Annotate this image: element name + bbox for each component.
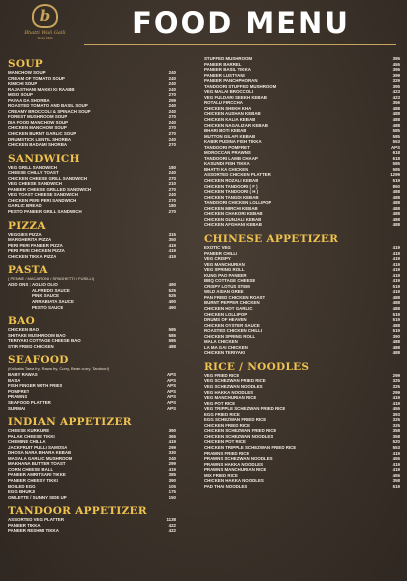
menu-item-price: 180 (168, 203, 176, 209)
menu-item-name: VEG MANCHURIAN (204, 261, 245, 267)
menu-item-name: CHICKEN NAGALIZAR KEBAB (204, 122, 268, 128)
menu-item-price: 519 (392, 317, 400, 323)
menu-item-name: VEG FULDARI SEEKH KEBAB (204, 94, 267, 100)
menu-item-price: 330 (168, 450, 176, 456)
menu-item-price: 240 (168, 81, 176, 87)
menu-item-name: WILD ASIAN GREE (204, 289, 244, 295)
menu-item-name: RAJASTHANI MAKKI KI RAABB (8, 86, 75, 92)
menu-item-price: 240 (168, 103, 176, 109)
menu-item-name: JACKFRUIT PULLI SAMOSA (8, 444, 68, 450)
menu-item-name: POMFRET (8, 388, 30, 394)
menu-item-price: 488 (392, 344, 400, 350)
menu-item-name: PERI PERI PANEER PIZZA (8, 242, 63, 248)
menu-item-price: 488 (168, 343, 176, 349)
menu-item-name: PRAWNS FRIED RICE (204, 450, 250, 456)
menu-item-price: 240 (168, 75, 176, 81)
menu-item-price: 488 (392, 350, 400, 356)
menu-item-price: 105 (168, 483, 176, 489)
page-title: FOOD MENU (132, 6, 350, 40)
menu-item-price: 585 (168, 327, 176, 333)
menu-item-name: PANEER CHILLI (204, 250, 238, 256)
menu-item-price: 419 (392, 261, 400, 267)
menu-item-price: 519 (392, 311, 400, 317)
menu-item-name: CORN CHEESE BALL (8, 466, 54, 472)
menu-item-name: FOREST MUSHROOM SOUP (8, 114, 68, 120)
menu-item-price: 490 (168, 298, 176, 304)
menu-item-name: VEG CHEESE SANDWICH (8, 181, 62, 187)
menu-item-price: 419 (392, 256, 400, 262)
menu-item-name: MIX FRIED RICE (204, 472, 238, 478)
menu-item-name: PRAWNS SCHEZWAN NOODLES (204, 456, 273, 462)
menu-item-name: CHEMINE CHILLA (8, 439, 46, 445)
right-column (204, 56, 400, 492)
menu-item-name: ROASTED TOMATO AND BASIL SOUP (8, 103, 88, 109)
menu-item-name: CHICKEN ROZALI KEBAB (204, 178, 259, 184)
menu-item-price: 488 (392, 294, 400, 300)
menu-item-name: PANEER BASIL TIKKA (204, 67, 251, 73)
menu-item-price: 455 (392, 406, 400, 412)
menu-item-price: 395 (392, 67, 400, 73)
menu-item-price: 390 (392, 333, 400, 339)
menu-item-price: 488 (392, 300, 400, 306)
menu-item-name: BABY RAWAS (8, 372, 38, 378)
menu-item-price: 585 (168, 332, 176, 338)
menu-item-price: 299 (168, 444, 176, 450)
menu-item-price: 325 (392, 422, 400, 428)
menu-item-price: APS (166, 405, 176, 411)
menu-item-price: APS (390, 144, 400, 150)
menu-item-price: 393 (392, 411, 400, 417)
menu-item-price: 850 (392, 183, 400, 189)
menu-item-name: CHICKEN FRIED RICE (204, 422, 251, 428)
menu-item-name: PRAWNS HAKKA NOODLES (204, 461, 264, 467)
menu-item-name: CHICKEN TANDOORI ( H ) (204, 189, 259, 195)
menu-item-name: TANDOORI LAMB CHAAP (204, 155, 258, 161)
menu-item-price: 488 (392, 211, 400, 217)
menu-item-price: 315 (168, 231, 176, 237)
menu-item-name: PANEER CHEESE GRILLED SANDWICH (8, 186, 92, 192)
menu-item-price: 585 (392, 161, 400, 167)
menu-item-name: CHICKEN KALIA KEBAB (204, 117, 256, 123)
menu-item-price: 488 (392, 122, 400, 128)
menu-item-name: MANCHOW SOUP (8, 70, 46, 75)
menu-item-name: EXOTIC VEG (204, 244, 231, 250)
menu-item-price: 1299 (390, 172, 400, 178)
menu-item-price: APS (166, 388, 176, 394)
menu-item-name: EGG FRIED RICE (204, 411, 240, 417)
menu-item-price: 422 (168, 528, 176, 534)
menu-item-name: VEG POT RICE (204, 400, 236, 406)
menu-item-name: PANEER TIKKA (8, 522, 41, 528)
menu-item-name: SHITAKE MUSHROOM BAO (8, 332, 66, 338)
menu-item-name: TANDOORI POMFRET (204, 144, 250, 150)
menu-item-price: 270 (168, 142, 176, 148)
menu-item-price: 240 (168, 70, 176, 75)
menu-item-name: TANDOORI CHICKEN LOLLIPOP (204, 200, 272, 206)
menu-item-name: CHICKEN TRIPPLE SCHEZWAN FRIED RICE (204, 445, 297, 450)
menu-item-price: 180 (168, 164, 176, 170)
menu-item-price: 325 (392, 378, 400, 384)
menu-item-name: DIA FOOD MANCHOW SOUP (8, 119, 69, 125)
menu-item-name: VEG SCHEZWAN FRIED RICE (204, 378, 266, 384)
menu-item-price: 175 (168, 489, 176, 495)
menu-item-price: 1138 (166, 517, 176, 523)
menu-item-price: 553 (392, 139, 400, 145)
menu-item-name: VEG HAKKA NOODLES (204, 389, 254, 395)
menu-item-price: 519 (392, 483, 400, 489)
menu-item-price: 520 (392, 439, 400, 445)
menu-item-name: PANEER RESHMI TIKKA (8, 528, 59, 534)
menu-item-name: KIMCHI SOUP (8, 81, 38, 87)
menu-item-name: CHICKEN OYSTER SAUCE (204, 322, 260, 328)
menu-item-name: CHICKEN POT RICE (204, 439, 246, 445)
menu-item-name: VEG SCHEZWAN NOODLES (204, 383, 263, 389)
menu-item-name: CHICKEN BAO (8, 327, 39, 333)
menu-item-name: STUFFED MUSHROOM (204, 56, 253, 61)
menu-item-name: VEG TRIPPLE SCHEZWAN FRIED RICE (204, 406, 286, 412)
menu-item-price: 419 (392, 400, 400, 406)
menu-item-price: 419 (392, 467, 400, 473)
menu-item-price: 585 (392, 128, 400, 134)
menu-item-name: CHICKEN PERI PERI SANDWICH (8, 197, 77, 203)
menu-item-price: 270 (168, 175, 176, 181)
menu-item-price: 419 (392, 250, 400, 256)
menu-item-name: CHICKEN SCHEZWAN NOODLES (204, 433, 274, 439)
menu-item-price: APS (166, 372, 176, 378)
menu-item-price: 240 (168, 136, 176, 142)
menu-item-name: CHICKEN BADAMI SHORBA (8, 142, 68, 148)
section-title-pasta: PASTA (8, 264, 48, 277)
menu-item-name: CREAM OF TOMATO SOUP (8, 75, 65, 81)
menu-item-price: 488 (392, 189, 400, 195)
menu-item-name: MISO SOUP (8, 92, 33, 98)
menu-item-name: CHEESE CHILLY TOAST (8, 170, 59, 176)
menu-item-price: 488 (392, 222, 400, 228)
menu-item-price: 329 (392, 78, 400, 84)
section-title-rice-noodles: RICE / NOODLES (204, 360, 310, 373)
menu-item-price: 325 (392, 383, 400, 389)
menu-item-price: 385 (168, 472, 176, 478)
menu-item-price: 240 (168, 108, 176, 114)
menu-item-price: APS (166, 394, 176, 400)
section-note: (Kolkatta Tawa fry, Rawa fry, Curry, Bean curry, Tandoori) (8, 366, 109, 372)
menu-item-name: MUTTON GILAFI KEBAB (204, 133, 256, 139)
menu-item-price: 488 (392, 105, 400, 111)
menu-item-price: 423 (392, 94, 400, 100)
menu-item-name: VEG MANCHURIAN RICE (204, 395, 257, 401)
menu-item-price: APS (166, 377, 176, 383)
menu-item-price: 553 (392, 445, 400, 450)
logo-name: Bhatti Wali Galli (24, 30, 66, 36)
menu-item-price: 325 (392, 417, 400, 423)
menu-item-price: 270 (168, 131, 176, 137)
section-title-pizza: PIZZA (8, 219, 46, 232)
menu-item-price: 270 (168, 197, 176, 203)
menu-item-price: 419 (392, 278, 400, 284)
menu-item-price: 419 (168, 253, 176, 259)
menu-item-price: 419 (168, 439, 176, 445)
menu-item-name: CHICKEN MIRCHI KEBAB (204, 205, 258, 211)
menu-item-name: ASSORTED VEG PLATTER (8, 517, 65, 523)
menu-item-name: BASA (8, 377, 21, 383)
menu-item-price: 618 (392, 155, 400, 161)
menu-item-price: 395 (392, 83, 400, 89)
menu-item-price: 150 (168, 494, 176, 500)
menu-item-price: 299 (168, 97, 176, 103)
menu-item-name: PANEER AMRITSARI TIKKE (8, 472, 66, 478)
menu-item-name: CHICKEN TANGDI KEBAB (204, 194, 259, 200)
menu-item-name: PAYAA DA SHORBA (8, 97, 50, 103)
menu-item-price: 390 (168, 428, 176, 434)
menu-item-name: ROTALU FIRCCHA (204, 100, 243, 106)
menu-item-name: TANDOORI STUFFED MUSHROOM (204, 83, 277, 89)
menu-item-name: BOILED EGG (8, 483, 36, 489)
menu-item-name: PANEER CHEESY TIKKI (8, 477, 58, 483)
menu-item-price: 419 (168, 466, 176, 472)
menu-item-name: PESTO PANEER GRILL SANDWICH (8, 209, 82, 215)
section-title-soup: SOUP (8, 58, 43, 70)
menu-item-name: MARGHERITA PIZZA (8, 237, 52, 243)
section-note: ( PENNE / MACARONI / SPAGHETTI / FUSILLI) (8, 276, 95, 282)
menu-item-name: MASALA GARLIC MUSHROOM (8, 455, 73, 461)
menu-item-price: 455 (392, 456, 400, 462)
menu-item-price: 350 (168, 237, 176, 243)
menu-item-price: 358 (392, 433, 400, 439)
menu-item-price: 519 (392, 328, 400, 334)
menu-item-price: 299 (392, 389, 400, 395)
menu-item-name: DRUMSTICK LENTIL SHORBA (8, 136, 72, 142)
menu-item-name: MALA CHICKEN (204, 339, 238, 345)
menu-item-name: OMLETTE / SUNNY SIDE UP (8, 494, 67, 500)
menu-item-price: 488 (392, 194, 400, 200)
menu-item-price: APS (166, 399, 176, 405)
menu-item-name: ARRABIATA SAUCE (32, 298, 74, 304)
menu-item-name: VEG FRIED RICE (204, 372, 240, 378)
menu-item-price: 358 (392, 478, 400, 484)
left-column (8, 56, 178, 537)
menu-item-name: MOROCCAN PRAWNS (204, 150, 251, 156)
menu-item-name: BHARI BOTI KEBAB (204, 128, 247, 134)
menu-item-price: 525 (168, 287, 176, 293)
section-title-chinese-appetizer: CHINESE APPETIZER (204, 232, 339, 245)
menu-item-name: CHICKEN SHEKH KHA (204, 105, 252, 111)
menu-item-price: 618 (392, 150, 400, 156)
section-title-sandwich: SANDWICH (8, 152, 80, 165)
menu-item-name: TERIYAKI COTTAGE CHEESE BAO (8, 338, 81, 344)
menu-item-price: 490 (168, 304, 176, 310)
menu-item-name: CHICKEN GUNJALI KEBAB (204, 216, 262, 222)
menu-item-name: CHICKEN LOLLIPOP (204, 311, 248, 317)
logo-tagline: Since 1994 (37, 36, 53, 40)
menu-item-price: 419 (392, 272, 400, 278)
menu-item-price: 399 (392, 72, 400, 78)
menu-item-price: 525 (168, 293, 176, 299)
menu-item-price: 299 (168, 461, 176, 467)
menu-item-name: PAD THAI NOODLES (204, 483, 248, 489)
menu-item-price: 240 (168, 192, 176, 198)
menu-item-price: 390 (168, 477, 176, 483)
menu-item-name: EGG SCHEZWAN FRIED RICE (204, 417, 267, 423)
menu-item-name: PANEER BARREL (204, 61, 242, 67)
section-title-bao: BAO (8, 315, 36, 328)
menu-item-name: LA MA GAI CHICKEN (204, 344, 248, 350)
menu-item-name: CHICKEN SPRING ROLL (204, 333, 256, 339)
menu-item-name: EGG BHURJI (8, 489, 36, 495)
menu-item-price: 299 (392, 372, 400, 378)
menu-item-price: 240 (168, 170, 176, 176)
menu-item-price: 395 (392, 56, 400, 61)
menu-item-name: ROASTED CHICKEN CHILLI (204, 328, 263, 334)
menu-item-price: 358 (392, 428, 400, 434)
menu-item-price: 419 (392, 244, 400, 250)
menu-item-name: CHICKEN CHEESE GRILL SANDWICH (8, 175, 87, 181)
menu-item-name: PALAK CHEESE TIKKI (8, 433, 55, 439)
menu-item-price: 419 (168, 242, 176, 248)
menu-item-name: BBQ COTTAGE CHEESE (204, 278, 256, 284)
menu-item-name: ASSORTED CHICKEN PLATTER (204, 172, 271, 178)
menu-item-name: KABIR PUDINA FISH TIKKA (204, 139, 262, 145)
menu-item-price: 419 (392, 267, 400, 273)
menu-item-price: 240 (168, 455, 176, 461)
menu-item-price: 240 (168, 86, 176, 92)
menu-item-name: VEG SPRING ROLL (204, 267, 245, 273)
menu-item-price: 488 (392, 339, 400, 345)
menu-item-name: MAKHANA BUTTER TOAST (8, 461, 66, 467)
menu-item-price: 423 (392, 89, 400, 95)
menu-item-price: 490 (168, 282, 176, 288)
menu-item-price: 210 (168, 181, 176, 187)
section-title-seafood: SEAFOOD (8, 354, 69, 367)
menu-item-name: PESTO SAUCE (32, 304, 64, 310)
menu-item-price: 488 (392, 305, 400, 311)
section-title-indian-appetizer: INDIAN APPETIZER (8, 416, 132, 429)
brand-logo (16, 4, 74, 50)
menu-item-name: CRISPY LOTUS STEM (204, 283, 250, 289)
menu-item-name: ADD ONS : AGLIO OLIO (8, 282, 58, 288)
menu-item-name: VEG GRILL SANDWICH (8, 164, 57, 170)
menu-item-price: 488 (392, 216, 400, 222)
menu-item-name: DHOSA NARA BHARA KEBAB (8, 450, 72, 456)
menu-item-name: BHATTI KA CHICKEN (204, 166, 249, 172)
menu-item-price: 455 (392, 61, 400, 67)
menu-item-name: CHICKEN AUSHAN KEBAB (204, 111, 261, 117)
menu-item-name: ALFREDO SAUCE (32, 287, 70, 293)
menu-item-name: CHEESE KURKURE (8, 428, 50, 434)
menu-item-price: 419 (168, 248, 176, 254)
menu-item-name: CHICKEN TIKKA PIZZA (8, 253, 57, 259)
menu-item-name: PAN FRIED CHICKEN ROAST (204, 294, 266, 300)
menu-item-name: CHICKEN MANCHOW SOUP (8, 125, 67, 131)
logo-crest-icon: b (32, 4, 58, 28)
menu-item-name: KASUNDI FISH TIKKA (204, 161, 250, 167)
menu-item-name: CHICKEN HOT GARLIC (204, 305, 253, 311)
section-title-tandoor-appetizer: TANDOOR APPETIZER (8, 505, 147, 518)
menu-item-price: 270 (168, 186, 176, 192)
menu-item-price: 422 (168, 522, 176, 528)
menu-item-name: PERI PERI CHICKEN PIZZA (8, 248, 65, 254)
menu-item-price: 240 (168, 119, 176, 125)
menu-item-name: VEG CRISPY (204, 256, 231, 262)
menu-item-price: 419 (392, 461, 400, 467)
menu-item-price: 488 (392, 117, 400, 123)
menu-item-name: BURNT PEPPER CHICKEN (204, 300, 260, 306)
menu-item-name: GARLIC BREAD (8, 203, 42, 209)
menu-item-name: SEAFOOD PLATTER (8, 399, 51, 405)
menu-item-price: 585 (392, 166, 400, 172)
menu-item-name: CHICKEN TANDOORI ( F ) (204, 183, 258, 189)
menu-item-name: PRAWNS (8, 394, 28, 400)
menu-item-price: 488 (392, 111, 400, 117)
menu-item-name: VEGGIES PIZZA (8, 231, 42, 237)
menu-item-price: 365 (168, 433, 176, 439)
menu-item-name: SURMAI (8, 405, 26, 411)
menu-item-price: 585 (392, 133, 400, 139)
menu-item-price: 419 (392, 395, 400, 401)
menu-item-name: DRUMS OF HEAVEN (204, 317, 247, 323)
menu-item-price: 488 (392, 200, 400, 206)
menu-item-price: 270 (168, 114, 176, 120)
menu-item-price: 585 (168, 338, 176, 344)
menu-item-name: CHICKEN AFGHANI KEBAB (204, 222, 262, 228)
menu-item-name: PRAWNS MANCHURIAN RICE (204, 467, 267, 473)
menu-item-price: 419 (392, 289, 400, 295)
menu-item-price: 519 (392, 283, 400, 289)
menu-item-price: APS (166, 383, 176, 389)
menu-item-name: PANEER LUSTYANI (204, 72, 245, 78)
menu-item-name: PANEER PANCHPHORAN (204, 78, 258, 84)
menu-item-name: CHICKEN SCHEZWAN FRIED RICE (204, 428, 277, 434)
menu-item-name: PINK SAUCE (32, 293, 60, 299)
menu-item-name: CHICKEN BURNT GARLIC SOUP (8, 131, 77, 137)
menu-item-price: 270 (168, 92, 176, 98)
menu-item-name: CHICKEN CHAKORI KEBAB (204, 211, 263, 217)
menu-item-name: FISH FINGER WITH FRIES (8, 383, 63, 389)
menu-item-name: VEG MALAI BROCCOLI (204, 89, 254, 95)
menu-item-name: KUNG PAO PANEER (204, 272, 247, 278)
menu-item-name: CHICKEN HAKKA NOODLES (204, 478, 264, 484)
menu-item-price: 519 (392, 178, 400, 184)
menu-item-price: 356 (392, 100, 400, 106)
header-divider (84, 44, 396, 45)
menu-item-price: 488 (392, 322, 400, 328)
menu-item-name: CHICKEN TERIYAKI (204, 350, 246, 356)
menu-item-name: STIR FRIED CHICKEN (8, 343, 54, 349)
menu-item-price: 270 (168, 125, 176, 131)
menu-item-price: 419 (392, 450, 400, 456)
menu-item-name: CREAMY BROCCOLI & SPINACH SOUP (8, 108, 91, 114)
menu-item-price: 270 (168, 209, 176, 215)
menu-item-price: 488 (392, 205, 400, 211)
menu-item-name: VEG TOAST CHEESE SANDWICH (8, 192, 78, 198)
menu-item-price: 455 (392, 472, 400, 478)
